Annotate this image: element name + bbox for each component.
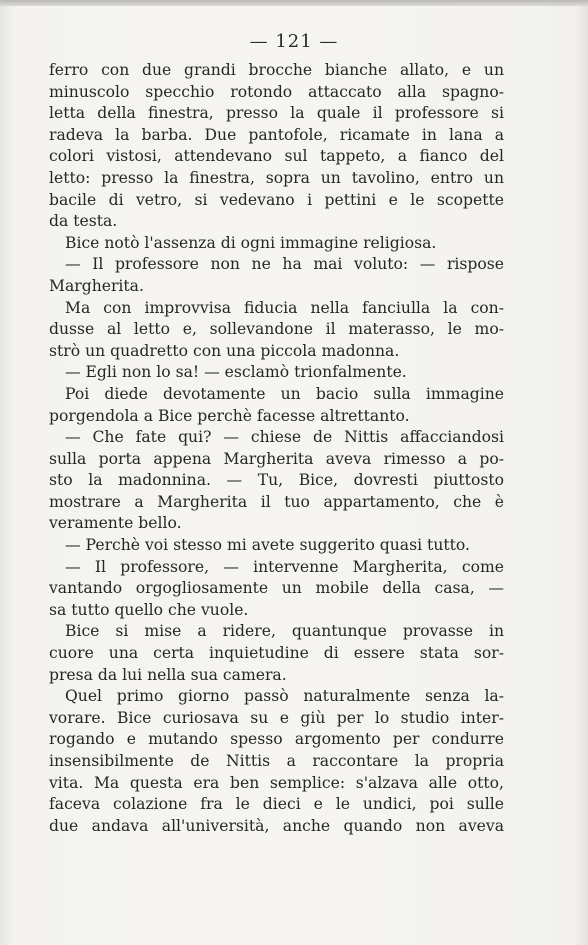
text-line: sa tutto quello che vuole. xyxy=(49,600,249,619)
text-line: presa da lui nella sua camera. xyxy=(49,665,287,684)
text-line: — Il professore non ne ha mai voluto: — rispose xyxy=(65,255,504,274)
text-line: vantando orgogliosamente un mobile della casa, — xyxy=(49,579,504,598)
text-line: minuscolo specchio rotondo attaccato alla spagno- xyxy=(49,82,504,101)
text-line: sto la madonnina. — Tu, Bice, dovresti piuttosto xyxy=(49,471,504,490)
text-line: cuore una certa inquietudine di essere stata sor- xyxy=(49,644,504,663)
text-line: dusse al letto e, sollevandone il materasso, le mo- xyxy=(49,320,504,339)
text-line: insensibilmente de Nittis a raccontare la propria xyxy=(49,752,504,770)
text-line: bacile di vetro, si vedevano i pettini e le scopette xyxy=(49,190,504,209)
text-line: Bice si mise a ridere, quantunque provasse in xyxy=(65,622,504,641)
text-line: rogando e mutando spesso argomento per condurre xyxy=(49,730,504,749)
text-line: ferro con due grandi brocche bianche allato, e un xyxy=(49,61,504,79)
page-top-edge xyxy=(0,0,588,6)
text-line: letta della finestra, presso la quale il professore si xyxy=(49,104,504,123)
text-line: Bice notò l'assenza di ogni immagine religiosa. xyxy=(65,233,437,252)
text-line: mostrare a Margherita il tuo appartamento, che è xyxy=(49,492,504,511)
text-line: Ma con improvvisa fiducia nella fanciulla la con- xyxy=(65,298,504,317)
text-line: due andava all'università, anche quando non aveva xyxy=(49,816,504,835)
text-line: letto: presso la finestra, sopra un tavolino, entro un xyxy=(49,168,504,187)
text-line: strò un quadretto con una piccola madonna. xyxy=(49,341,400,360)
text-line: porgendola a Bice perchè facesse altrettanto. xyxy=(49,406,410,425)
body-text xyxy=(49,60,504,837)
page-number: — 121 — xyxy=(249,31,339,52)
text-line: Quel primo giorno passò naturalmente senza la- xyxy=(65,687,504,706)
text-line: da testa. xyxy=(49,212,118,231)
text-line: sulla porta appena Margherita aveva rimesso a po- xyxy=(49,449,504,468)
text-line: Margherita. xyxy=(49,276,144,295)
text-line: veramente bello. xyxy=(49,514,182,533)
text-line: vorare. Bice curiosava su e giù per lo studio inter- xyxy=(49,708,504,727)
text-line: — Perchè voi stesso mi avete suggerito quasi tutto. xyxy=(65,536,470,555)
text-line: — Il professore, — intervenne Margherita, come xyxy=(65,557,504,576)
text-line: vita. Ma questa era ben semplice: s'alzava alle otto, xyxy=(49,773,504,792)
text-line: colori vistosi, attendevano sul tappeto, a fianco del xyxy=(49,147,504,166)
text-line: radeva la barba. Due pantofole, ricamate in lana a xyxy=(49,125,504,144)
text-line: faceva colazione fra le dieci e le undici, poi sulle xyxy=(49,795,504,814)
text-line: — Che fate qui? — chiese de Nittis affacciandosi xyxy=(65,428,504,447)
text-line: — Egli non lo sa! — esclamò trionfalmente. xyxy=(65,363,407,382)
text-line: Poi diede devotamente un bacio sulla immagine xyxy=(65,384,504,403)
